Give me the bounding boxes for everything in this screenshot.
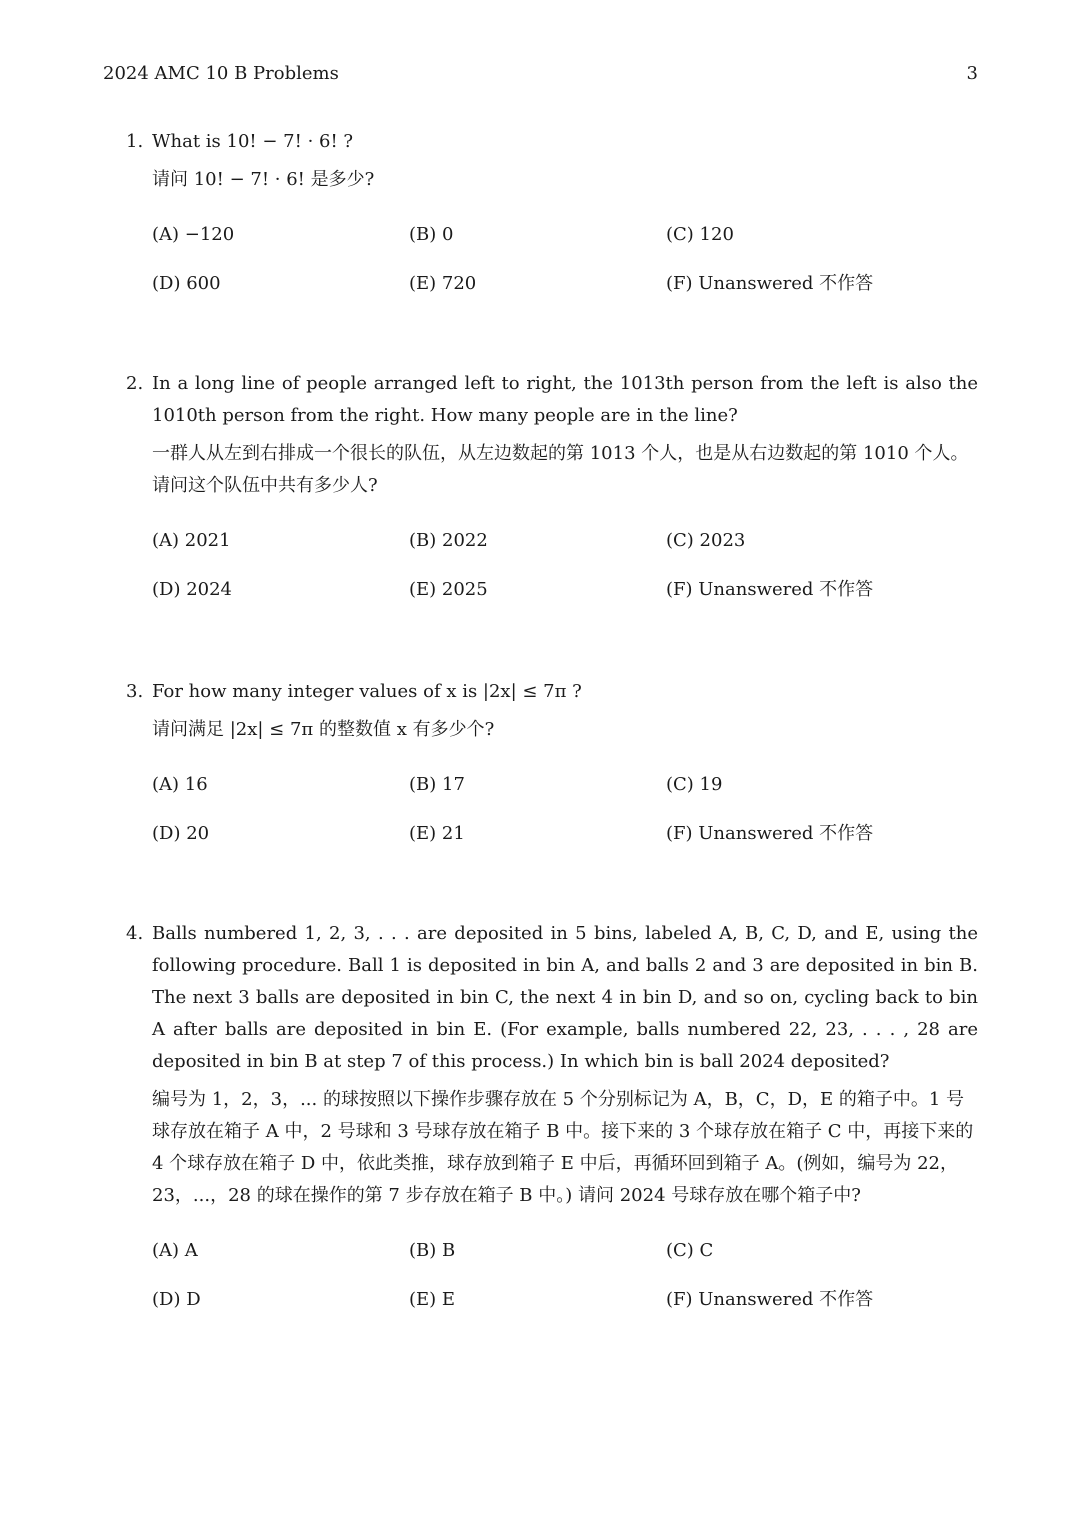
choice-d[interactable]: (D) D [152, 1289, 201, 1310]
choice-f[interactable]: (F) Unanswered 不作答 [666, 273, 874, 294]
choice-d[interactable]: (D) 600 [152, 273, 221, 294]
choice-b[interactable]: (B) 0 [409, 224, 454, 245]
problem-number: 1. [126, 131, 144, 152]
answer-choices [152, 222, 978, 320]
problem-text-english: In a long line of people arranged left to right, the 1013th person from the left is also the 1010th person from the right. How many people are in the line? [152, 373, 978, 426]
problem-number: 3. [126, 681, 144, 702]
choice-a[interactable]: (A) −120 [152, 224, 235, 245]
choice-f[interactable]: (F) Unanswered 不作答 [666, 1289, 874, 1310]
choice-e[interactable]: (E) E [409, 1289, 456, 1310]
choice-f[interactable]: (F) Unanswered 不作答 [666, 823, 874, 844]
problem-text-chinese: 一群人从左到右排成一个很长的队伍，从左边数起的第 1013 个人，也是从右边数起的第 1010 个人。请问这个队伍中共有多少人? [152, 443, 969, 496]
choice-b[interactable]: (B) 17 [409, 774, 465, 795]
answer-choices [152, 1238, 978, 1336]
problem-text-chinese: 编号为 1，2，3，... 的球按照以下操作步骤存放在 5 个分别标记为 A，B，C，D，E 的箱子中。1 号球存放在箱子 A 中，2 号球和 3 号球存放在箱子 B 中。接下来的 3 个球存放在箱子 C 中，再接下来的 4 个球存放在箱子 D 中，依此类推，球存放到箱子 E 中后，再循环回到箱子 A。(例如，编号为 22，23，...，28 的球在操作的第 7 步存放在箱子 B 中。) 请问 2024 号球存放在哪个箱子中? [152, 1089, 974, 1206]
problem-number: 2. [126, 373, 144, 394]
problem-text-english: What is 10! − 7! · 6! ? [152, 131, 354, 152]
choice-c[interactable]: (C) 19 [666, 774, 723, 795]
choice-e[interactable]: (E) 720 [409, 273, 477, 294]
problem-number: 4. [126, 923, 144, 944]
problem-2 [126, 368, 978, 626]
choice-e[interactable]: (E) 21 [409, 823, 465, 844]
answer-choices [152, 528, 978, 626]
problem-text-english: For how many integer values of x is |2x| ≤ 7π ? [152, 681, 582, 702]
problem-4 [126, 918, 978, 1336]
problem-3 [126, 676, 978, 870]
page-number: 3 [966, 63, 978, 84]
problem-text-chinese: 请问满足 |2x| ≤ 7π 的整数值 x 有多少个? [152, 719, 495, 740]
problem-text-chinese: 请问 10! − 7! · 6! 是多少? [152, 169, 375, 190]
choice-a[interactable]: (A) A [152, 1240, 198, 1261]
answer-choices [152, 772, 978, 870]
choice-b[interactable]: (B) 2022 [409, 530, 488, 551]
choice-b[interactable]: (B) B [409, 1240, 456, 1261]
choice-d[interactable]: (D) 2024 [152, 579, 233, 600]
choice-a[interactable]: (A) 2021 [152, 530, 231, 551]
choice-c[interactable]: (C) 2023 [666, 530, 746, 551]
choice-c[interactable]: (C) 120 [666, 224, 734, 245]
choice-e[interactable]: (E) 2025 [409, 579, 488, 600]
choice-f[interactable]: (F) Unanswered 不作答 [666, 579, 874, 600]
document-title: 2024 AMC 10 B Problems [103, 63, 339, 84]
choice-a[interactable]: (A) 16 [152, 774, 208, 795]
choice-d[interactable]: (D) 20 [152, 823, 210, 844]
problem-1 [126, 126, 978, 320]
choice-c[interactable]: (C) C [666, 1240, 714, 1261]
problem-text-english: Balls numbered 1, 2, 3, . . . are deposited in 5 bins, labeled A, B, C, D, and E, using the following procedure. Ball 1 is deposited in bin A, and balls 2 and 3 are deposited in bin B. The next 3 balls are deposited in bin C, the next 4 in bin D, and so on, cycling back to bin A after balls are deposited in bin E. (For example, balls numbered 22, 23, . . . , 28 are deposited in bin B at step 7 of this process.) In which bin is ball 2024 deposited? [152, 923, 978, 1072]
